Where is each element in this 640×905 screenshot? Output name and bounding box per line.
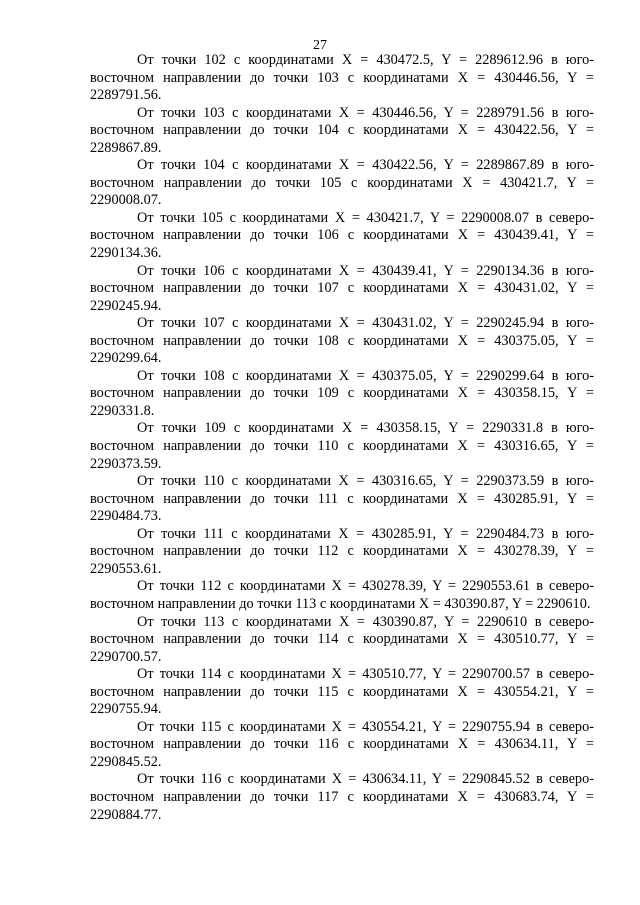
paragraph: От точки 116 с координатами X = 430634.11, Y = 2290845.52 в северо-восточном направлении до точки 117 с координатами X = 430683.74, Y = 2290884.77. (90, 771, 594, 823)
paragraph: От точки 112 с координатами X = 430278.39, Y = 2290553.61 в северо-восточном направлении до точки 113 с координатами X = 430390.87, Y = 2290610. (90, 578, 594, 612)
paragraph: От точки 109 с координатами X = 430358.15, Y = 2290331.8 в юго-восточном направлении до точки 110 с координатами X = 430316.65, Y = 2290373.59. (90, 420, 594, 472)
document-body (90, 52, 594, 824)
paragraph: От точки 105 с координатами X = 430421.7, Y = 2290008.07 в северо-восточном направлении до точки 106 с координатами X = 430439.41, Y = 2290134.36. (90, 209, 594, 262)
paragraph: От точки 111 с координатами X = 430285.91, Y = 2290484.73 в юго-восточном направлении до точки 112 с координатами X = 430278.39, Y = 2290553.61. (90, 525, 594, 577)
paragraph: От точки 104 с координатами X = 430422.56, Y = 2289867.89 в юго-восточном направлении до точки 105 с координатами X = 430421.7, Y = 2290008.07. (90, 157, 594, 209)
paragraph: От точки 102 с координатами X = 430472.5, Y = 2289612.96 в юго-восточном направлении до точки 103 с координатами X = 430446.56, Y = 2289791.56. (90, 52, 594, 104)
paragraph: От точки 110 с координатами X = 430316.65, Y = 2290373.59 в юго-восточном направлении до точки 111 с координатами X = 430285.91, Y = 2290484.73. (90, 473, 594, 525)
page-number: 27 (313, 38, 327, 53)
paragraph: От точки 108 с координатами X = 430375.05, Y = 2290299.64 в юго-восточном направлении до точки 109 с координатами X = 430358.15, Y = 2290331.8. (90, 367, 594, 419)
paragraph: От точки 106 с координатами X = 430439.41, Y = 2290134.36 в юго-восточном направлении до точки 107 с координатами X = 430431.02, Y = 2290245.94. (90, 262, 594, 314)
paragraph: От точки 113 с координатами X = 430390.87, Y = 2290610 в северо-восточном направлении до точки 114 с координатами X = 430510.77, Y = 2290700.57. (90, 613, 594, 665)
paragraph: От точки 114 с координатами X = 430510.77, Y = 2290700.57 в северо-восточном направлении до точки 115 с координатами X = 430554.21, Y = 2290755.94. (90, 666, 594, 718)
paragraph: От точки 107 с координатами X = 430431.02, Y = 2290245.94 в юго-восточном направлении до точки 108 с координатами X = 430375.05, Y = 2290299.64. (90, 315, 594, 367)
paragraph: От точки 103 с координатами X = 430446.56, Y = 2289791.56 в юго-восточном направлении до точки 104 с координатами X = 430422.56, Y = 2289867.89. (90, 104, 594, 156)
paragraph: От точки 115 с координатами X = 430554.21, Y = 2290755.94 в северо-восточном направлении до точки 116 с координатами X = 430634.11, Y = 2290845.52. (90, 718, 594, 770)
